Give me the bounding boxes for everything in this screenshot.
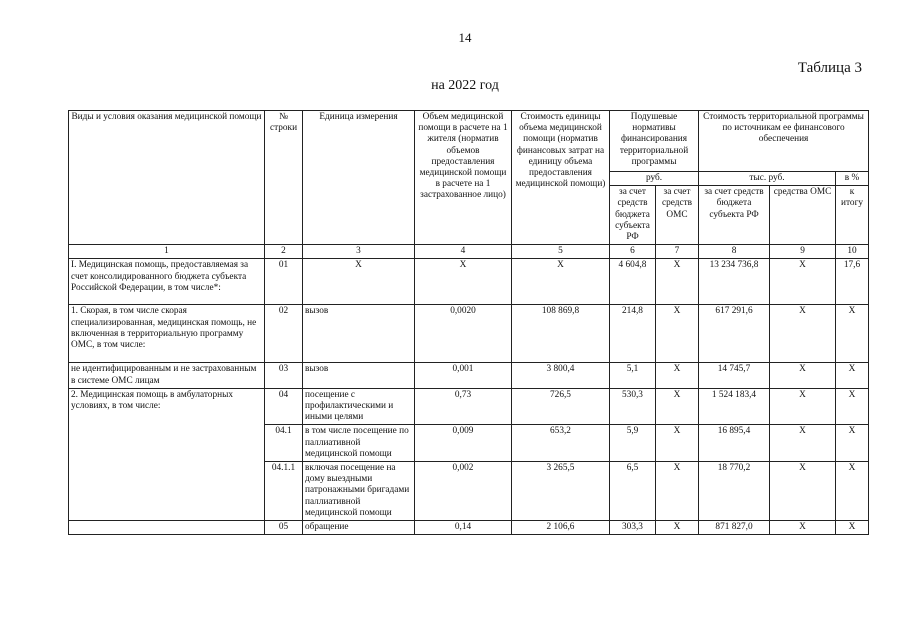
header-total-oms: средства ОМС <box>770 186 836 245</box>
row-pc-oms: Х <box>656 425 699 462</box>
row-name <box>69 521 265 535</box>
header-kinds: Виды и условия оказания медицинской помощи <box>69 111 265 245</box>
table-row <box>69 305 869 363</box>
table-row <box>69 363 869 388</box>
row-name: 2. Медицинская помощь в амбулаторных условиях, в том числе: <box>69 388 265 520</box>
header-pc-budget: за счет средств бюджета субъекта РФ <box>610 186 656 245</box>
row-volume: 0,001 <box>415 363 512 388</box>
row-volume: 0,0020 <box>415 305 512 363</box>
row-pc-budget: 5,1 <box>610 363 656 388</box>
row-pc-oms: Х <box>656 363 699 388</box>
row-pc-budget: 303,3 <box>610 521 656 535</box>
column-number: 6 <box>610 245 656 259</box>
row-total-budget: 18 770,2 <box>699 462 770 521</box>
row-percent: Х <box>836 521 869 535</box>
financing-table <box>68 110 869 535</box>
row-total-oms: Х <box>770 363 836 388</box>
row-cost: Х <box>512 259 610 305</box>
row-total-budget: 617 291,6 <box>699 305 770 363</box>
row-percent: Х <box>836 462 869 521</box>
row-unit: посещение с профилактическими и иными целями <box>303 388 415 425</box>
row-code: 04.1.1 <box>265 462 303 521</box>
row-code: 05 <box>265 521 303 535</box>
header-row-1 <box>69 111 869 172</box>
row-code: 02 <box>265 305 303 363</box>
row-pc-oms: Х <box>656 462 699 521</box>
row-pc-oms: Х <box>656 388 699 425</box>
row-unit: вызов <box>303 305 415 363</box>
column-number: 9 <box>770 245 836 259</box>
column-numbers-row <box>69 245 869 259</box>
column-number: 4 <box>415 245 512 259</box>
row-volume: Х <box>415 259 512 305</box>
row-total-oms: Х <box>770 521 836 535</box>
row-total-oms: Х <box>770 462 836 521</box>
column-number: 7 <box>656 245 699 259</box>
table-row <box>69 259 869 305</box>
column-number: 3 <box>303 245 415 259</box>
header-percent-unit: в % <box>836 172 869 186</box>
row-volume: 0,14 <box>415 521 512 535</box>
row-percent: Х <box>836 363 869 388</box>
row-total-oms: Х <box>770 388 836 425</box>
row-unit: обращение <box>303 521 415 535</box>
row-unit: включая посещение на дому выездными патронажными бригадами паллиативной медицинской помощи <box>303 462 415 521</box>
column-number: 2 <box>265 245 303 259</box>
row-cost: 2 106,6 <box>512 521 610 535</box>
row-percent: Х <box>836 388 869 425</box>
row-code: 01 <box>265 259 303 305</box>
row-percent: Х <box>836 305 869 363</box>
header-total-percent: к итогу <box>836 186 869 245</box>
row-total-oms: Х <box>770 259 836 305</box>
row-volume: 0,002 <box>415 462 512 521</box>
table-row <box>69 521 869 535</box>
row-pc-oms: Х <box>656 305 699 363</box>
row-total-budget: 871 827,0 <box>699 521 770 535</box>
header-rub-unit: руб. <box>610 172 699 186</box>
row-volume: 0,009 <box>415 425 512 462</box>
row-volume: 0,73 <box>415 388 512 425</box>
row-cost: 726,5 <box>512 388 610 425</box>
year-title: на 2022 год <box>431 78 499 93</box>
table-label: Таблица 3 <box>797 60 862 76</box>
row-pc-budget: 6,5 <box>610 462 656 521</box>
row-total-budget: 14 745,7 <box>699 363 770 388</box>
header-unit-cost: Стоимость единицы объема медицинской помощи (норматив финансовых затрат на единицу объема предоставления медицинской помощи) <box>512 111 610 245</box>
header-per-capita-group: Подушевые нормативы финансирования территориальной программы <box>610 111 699 172</box>
row-total-budget: 16 895,4 <box>699 425 770 462</box>
header-thousand-rub-unit: тыс. руб. <box>699 172 836 186</box>
row-code: 04.1 <box>265 425 303 462</box>
row-pc-budget: 214,8 <box>610 305 656 363</box>
row-name: I. Медицинская помощь, предоставляемая за счет консолидированного бюджета субъекта Российской Федерации, в том числе*: <box>69 259 265 305</box>
row-code: 03 <box>265 363 303 388</box>
header-program-cost-group: Стоимость территориальной программы по источникам ее финансового обеспечения <box>699 111 869 172</box>
row-pc-budget: 4 604,8 <box>610 259 656 305</box>
row-total-oms: Х <box>770 425 836 462</box>
row-total-oms: Х <box>770 305 836 363</box>
row-cost: 108 869,8 <box>512 305 610 363</box>
row-pc-budget: 530,3 <box>610 388 656 425</box>
header-volume: Объем медицинской помощи в расчете на 1 жителя (норматив объемов предоставления медицинской помощи в расчете на 1 застрахованное лицо) <box>415 111 512 245</box>
row-total-budget: 1 524 183,4 <box>699 388 770 425</box>
row-unit: вызов <box>303 363 415 388</box>
row-percent: 17,6 <box>836 259 869 305</box>
column-number: 1 <box>69 245 265 259</box>
column-number: 5 <box>512 245 610 259</box>
row-cost: 3 265,5 <box>512 462 610 521</box>
row-pc-budget: 5,9 <box>610 425 656 462</box>
row-cost: 653,2 <box>512 425 610 462</box>
row-unit: в том числе посещение по паллиативной медицинской помощи <box>303 425 415 462</box>
row-pc-oms: Х <box>656 521 699 535</box>
row-total-budget: 13 234 736,8 <box>699 259 770 305</box>
table-row <box>69 388 869 425</box>
row-name: 1. Скорая, в том числе скорая специализированная, медицинская помощь, не включенная в территориальную программу ОМС, в том числе: <box>69 305 265 363</box>
column-number: 8 <box>699 245 770 259</box>
row-unit: Х <box>303 259 415 305</box>
row-pc-oms: Х <box>656 259 699 305</box>
header-total-budget: за счет средств бюджета субъекта РФ <box>699 186 770 245</box>
header-row-number: № строки <box>265 111 303 245</box>
column-number: 10 <box>836 245 869 259</box>
page-number: 14 <box>458 30 472 45</box>
row-code: 04 <box>265 388 303 425</box>
header-unit: Единица измерения <box>303 111 415 245</box>
header-pc-oms: за счет средств ОМС <box>656 186 699 245</box>
row-percent: Х <box>836 425 869 462</box>
row-name: не идентифицированным и не застрахованным в системе ОМС лицам <box>69 363 265 388</box>
row-cost: 3 800,4 <box>512 363 610 388</box>
